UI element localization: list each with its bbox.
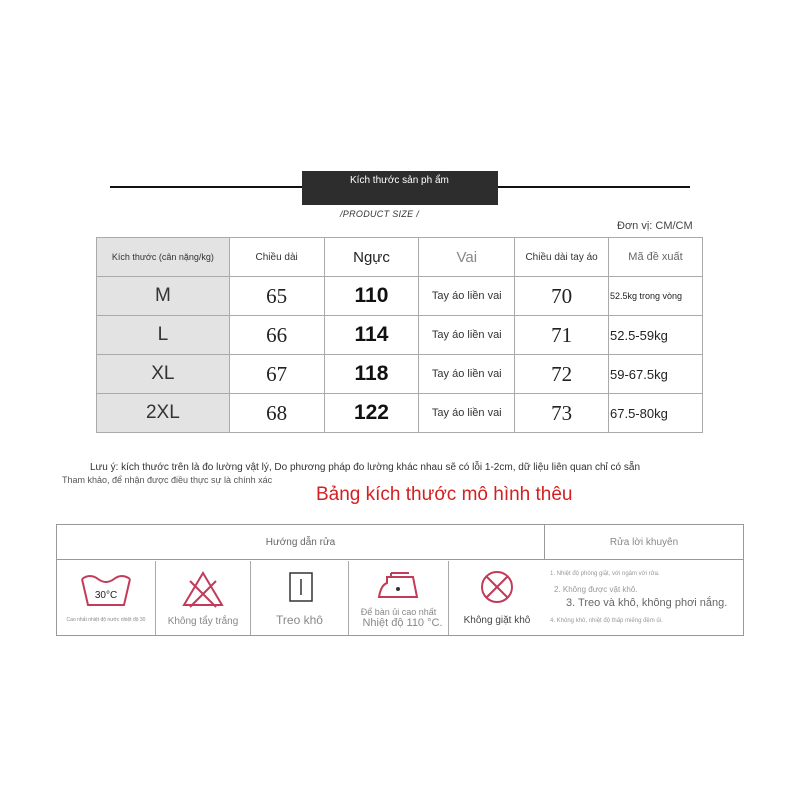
header-chest: Ngực xyxy=(324,238,419,277)
cell-shoulder: Tay áo liền vai xyxy=(419,394,515,433)
cell-shoulder: Tay áo liền vai xyxy=(419,277,515,316)
no-bleach-label: Không tẩy trắng xyxy=(167,616,239,627)
care-tips-heading: Rửa lời khuyên xyxy=(545,525,743,560)
header-size: Kích thước (cân nặng/kg) xyxy=(97,238,230,277)
cell-code: 52.5kg trong vòng xyxy=(609,277,703,316)
page-title: Kích thước sản ph ẩm xyxy=(302,171,498,205)
care-no-bleach xyxy=(156,561,251,635)
cell-length: 67 xyxy=(229,355,324,394)
header-shoulder: Vai xyxy=(419,238,515,277)
cell-sleeve: 71 xyxy=(515,316,609,355)
cell-shoulder: Tay áo liền vai xyxy=(419,355,515,394)
cell-sleeve: 72 xyxy=(515,355,609,394)
iron-icon xyxy=(369,567,429,607)
embroidery-size-title: Bảng kích thước mô hình thêu xyxy=(316,484,573,505)
table-header-row xyxy=(97,238,703,277)
care-wash xyxy=(57,561,156,635)
cell-sleeve: 73 xyxy=(515,394,609,433)
cell-length: 68 xyxy=(229,394,324,433)
unit-label: Đơn vị: CM/CM xyxy=(617,220,693,232)
no-dry-clean-icon xyxy=(472,567,522,611)
table-row xyxy=(97,277,703,316)
cell-chest: 110 xyxy=(324,277,419,316)
care-instructions-panel xyxy=(56,524,744,636)
wash-caption: Cao nhất nhiệt độ nước nhiệt độ 30 xyxy=(66,617,146,623)
no-bleach-icon xyxy=(178,567,228,611)
care-tips-list xyxy=(546,561,744,635)
header-length: Chiều dài xyxy=(229,238,324,277)
iron-caption: Để bàn ủi cao nhất xyxy=(360,607,437,617)
care-tip-3: 3. Treo và khô, không phơi nắng. xyxy=(566,597,728,609)
cell-size: 2XL xyxy=(97,394,230,433)
title-rule-left xyxy=(110,186,302,188)
wash-tub-icon xyxy=(76,567,136,611)
measurement-note: Lưu ý: kích thước trên là đo lường vật lý, Do phương pháp đo lường khác nhau sẽ có lỗi 1-2cm, dữ liệu liên quan chỉ có sẵn xyxy=(90,462,641,473)
cell-chest: 118 xyxy=(324,355,419,394)
care-heading: Hướng dẫn rửa xyxy=(57,525,545,560)
care-iron xyxy=(349,561,449,635)
cell-chest: 122 xyxy=(324,394,419,433)
iron-temp-label: Nhiệt độ 110 °C. xyxy=(362,617,443,629)
care-tip-2: 2. Không được vặt khô. xyxy=(554,585,638,594)
header-code: Mã đề xuất xyxy=(609,238,703,277)
care-tip-4: 4. Không khô, nhiệt độ thấp miếng đệm ủi. xyxy=(550,618,663,624)
care-no-dry-clean xyxy=(449,561,545,635)
page-subtitle: /PRODUCT SIZE / xyxy=(340,209,420,219)
cell-size: XL xyxy=(97,355,230,394)
table-row xyxy=(97,316,703,355)
cell-code: 59-67.5kg xyxy=(609,355,703,394)
care-hang-dry xyxy=(251,561,349,635)
measurement-note-2: Tham khảo, để nhận được điều thực sự là chính xác xyxy=(62,475,273,485)
cell-shoulder: Tay áo liền vai xyxy=(419,316,515,355)
table-row xyxy=(97,394,703,433)
wash-temp-label: 30°C xyxy=(94,590,118,601)
cell-code: 67.5-80kg xyxy=(609,394,703,433)
hang-dry-icon xyxy=(275,567,325,611)
no-dry-clean-label: Không giặt khô xyxy=(463,615,531,626)
cell-code: 52.5-59kg xyxy=(609,316,703,355)
size-table xyxy=(96,237,703,433)
table-row xyxy=(97,355,703,394)
header-sleeve: Chiều dài tay áo xyxy=(515,238,609,277)
title-rule-right xyxy=(498,186,690,188)
cell-length: 65 xyxy=(229,277,324,316)
cell-length: 66 xyxy=(229,316,324,355)
cell-size: L xyxy=(97,316,230,355)
hang-dry-label: Treo khô xyxy=(276,613,323,627)
cell-sleeve: 70 xyxy=(515,277,609,316)
care-tip-1: 1. Nhiệt độ phòng giặt, với ngâm với rửa. xyxy=(550,571,660,577)
cell-chest: 114 xyxy=(324,316,419,355)
cell-size: M xyxy=(97,277,230,316)
